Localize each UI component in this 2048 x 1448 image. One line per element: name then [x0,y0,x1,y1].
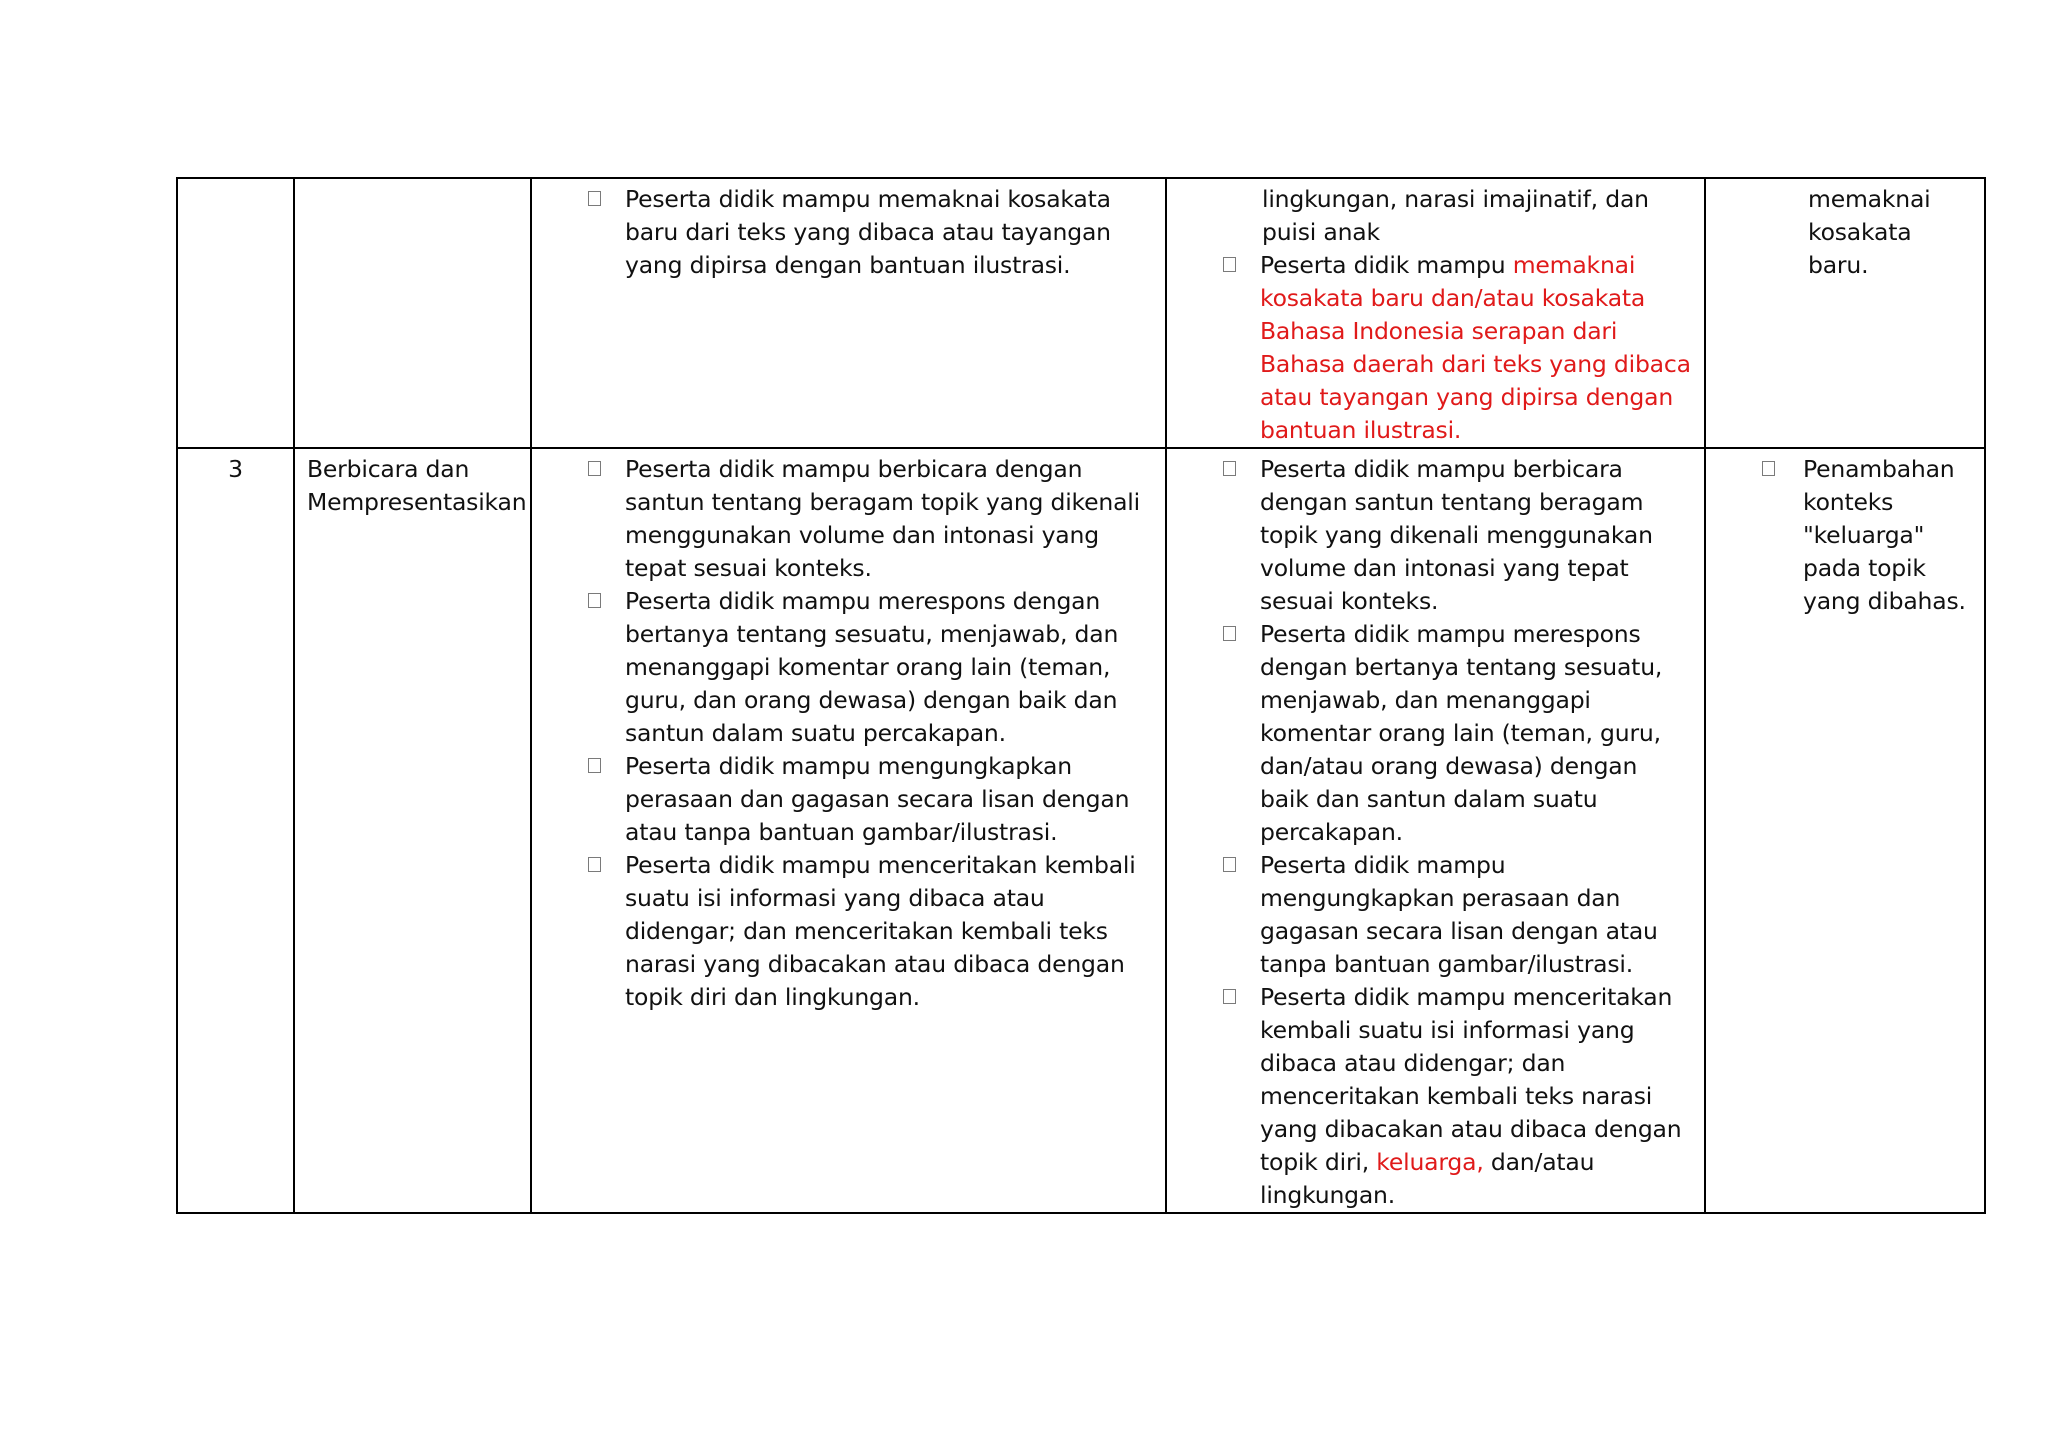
bullet-box-icon [588,191,601,206]
table-row [177,448,1985,1213]
item-text: Peserta didik mampu menceritakan kembali suatu isi informasi yang dibaca atau didengar; dan menceritakan kembali teks narasi yang dibacakan atau dibaca dengan topik diri, [1260,983,1682,1176]
row-topic [294,178,531,448]
row-number: 3 [177,448,294,1213]
highlighted-text: keluarga, [1376,1148,1484,1176]
list-item [544,849,1153,1014]
bullet-box-icon [1223,257,1236,272]
bullet-box-icon [588,857,601,872]
revised-cell [1166,178,1705,448]
item-text: Penambahan konteks "keluarga" pada topik yang dibahas. [1803,455,1966,615]
revised-cell [1166,448,1705,1213]
table-row [177,178,1985,448]
note-cell [1705,448,1985,1213]
list-item [1179,453,1692,618]
item-text: Peserta didik mampu merespons dengan bertanya tentang sesuatu, menjawab, dan menanggapi komentar orang lain (teman, guru, dan/atau orang dewasa) dengan baik dan santun dalam suatu percakapan. [1260,620,1663,846]
list-item [544,750,1153,849]
list-item [1179,249,1692,447]
note-cell [1705,178,1985,448]
bullet-box-icon [588,593,601,608]
list-item [544,183,1153,282]
item-text: Peserta didik mampu memaknai kosakata baru dari teks yang dibaca atau tayangan yang dipirsa dengan bantuan ilustrasi. [625,185,1111,279]
bullet-box-icon [588,758,601,773]
item-text: Peserta didik mampu merespons dengan bertanya tentang sesuatu, menjawab, dan menanggapi komentar orang lain (teman, guru, dan orang dewasa) dengan baik dan santun dalam suatu percakapan. [625,587,1119,747]
bullet-box-icon [1223,626,1236,641]
item-text: Peserta didik mampu [1260,251,1513,279]
item-text: Peserta didik mampu berbicara dengan santun tentang beragam topik yang dikenali menggunakan volume dan intonasi yang tepat sesuai konteks. [1260,455,1653,615]
list-item [1718,453,1972,618]
highlighted-text: memaknai kosakata baru dan/atau kosakata Bahasa Indonesia serapan dari Bahasa daerah dari teks yang dibaca atau tayangan yang dipirsa dengan bantuan ilustrasi. [1260,251,1691,444]
original-cell [531,178,1166,448]
list-item [1179,849,1692,981]
item-text: Peserta didik mampu mengungkapkan perasaan dan gagasan secara lisan dengan atau tanpa bantuan gambar/ilustrasi. [1260,851,1658,978]
item-text: Peserta didik mampu mengungkapkan perasaan dan gagasan secara lisan dengan atau tanpa bantuan gambar/ilustrasi. [625,752,1130,846]
bullet-box-icon [588,461,601,476]
row-number [177,178,294,448]
continued-text: lingkungan, narasi imajinatif, dan puisi anak [1262,185,1649,246]
row-topic: Berbicara dan Mempresentasikan [294,448,531,1213]
continued-text: memaknai kosakata baru. [1808,185,1931,279]
list-item [1179,618,1692,849]
bullet-box-icon [1223,461,1236,476]
bullet-box-icon [1762,461,1775,476]
item-text: dan/atau lingkungan. [1260,1148,1595,1209]
item-text: Peserta didik mampu menceritakan kembali suatu isi informasi yang dibaca atau didengar; dan menceritakan kembali teks narasi yang dibacakan atau dibaca dengan topik diri dan lingkungan. [625,851,1136,1011]
item-text: Peserta didik mampu berbicara dengan santun tentang beragam topik yang dikenali menggunakan volume dan intonasi yang tepat sesuai konteks. [625,455,1140,582]
bullet-box-icon [1223,857,1236,872]
original-cell [531,448,1166,1213]
list-item [544,453,1153,585]
curriculum-table [176,177,1986,1214]
bullet-box-icon [1223,989,1236,1004]
list-item [544,585,1153,750]
list-item [1179,981,1692,1212]
